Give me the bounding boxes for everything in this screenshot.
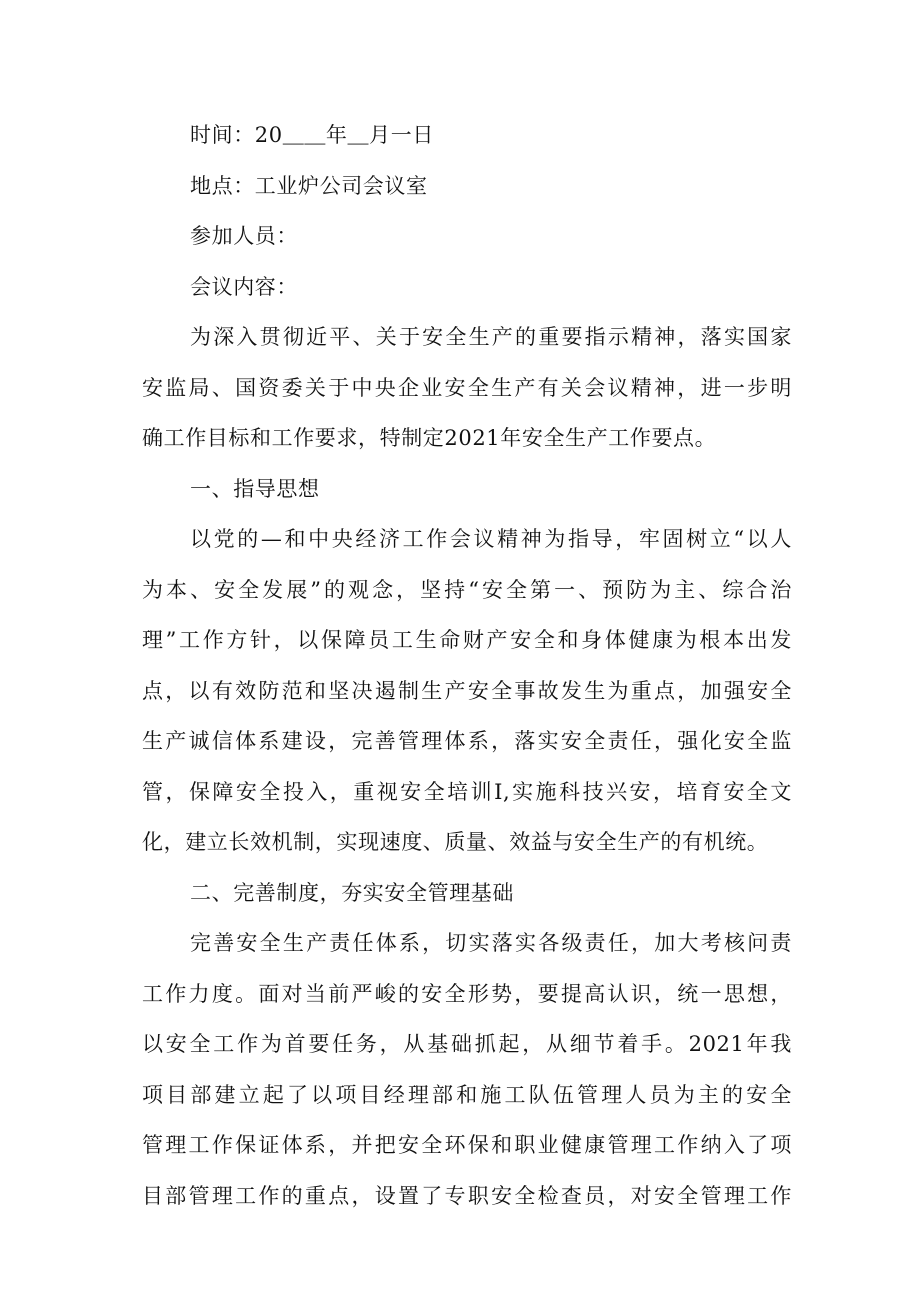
section2-paragraph-line: 管理工作保证体系，并把安全环保和职业健康管理工作纳入了项 (142, 1133, 792, 1157)
section1-paragraph-line: 为本、安全发展”的观念，坚持“安全第一、预防为主、综合治 (142, 577, 792, 602)
section1-paragraph-line: 化，建立长效机制，实现速度、质量、效益与安全生产的有机统。 (142, 830, 769, 854)
section2-paragraph-line: 完善安全生产责任体系，切实落实各级责任，加大考核问责 (190, 931, 792, 955)
participants-line: 参加人员： (190, 224, 298, 248)
section1-paragraph-line: 生产诚信体系建设，完善管理体系，落实安全责任，强化安全监 (142, 729, 792, 753)
section2-paragraph-line: 工作力度。面对当前严峻的安全形势，要提高认识，统一思想， (142, 981, 792, 1006)
meeting-content-line: 会议内容： (190, 274, 298, 299)
section1-paragraph-line: 理”工作方针，以保障员工生命财产安全和身体健康为根本出发 (142, 628, 792, 652)
document-body (142, 110, 792, 1221)
meeting-time-line: 时间：20＿＿年＿月一日 (190, 123, 434, 147)
section1-paragraph-line: 以党的—和中央经济工作会议精神为指导，牢固树立“以人 (190, 527, 792, 551)
section-heading-improve-systems: 二、完善制度，夯实安全管理基础 (190, 880, 514, 905)
section2-paragraph-line: 项目部建立起了以项目经理部和施工队伍管理人员为主的安全 (142, 1082, 792, 1107)
section-heading-guiding-ideology: 一、指导思想 (190, 476, 320, 501)
meeting-location-line: 地点：工业炉公司会议室 (190, 173, 428, 198)
section1-paragraph-line: 管，保障安全投入，重视安全培训I,实施科技兴安，培育安全文 (142, 779, 792, 804)
intro-paragraph-line: 安监局、国资委关于中央企业安全生产有关会议精神，进一步明 (142, 375, 792, 400)
intro-paragraph-line: 确工作目标和工作要求，特制定2021年安全生产工作要点。 (142, 426, 717, 450)
section2-paragraph-line: 目部管理工作的重点，设置了专职安全检查员，对安全管理工作 (142, 1183, 792, 1208)
intro-paragraph-line: 为深入贯彻近平、关于安全生产的重要指示精神，落实国家 (190, 325, 792, 349)
section1-paragraph-line: 点，以有效防范和坚决遏制生产安全事故发生为重点，加强安全 (142, 678, 792, 703)
section2-paragraph-line: 以安全工作为首要任务，从基础抓起，从细节着手。2021年我 (142, 1032, 792, 1056)
